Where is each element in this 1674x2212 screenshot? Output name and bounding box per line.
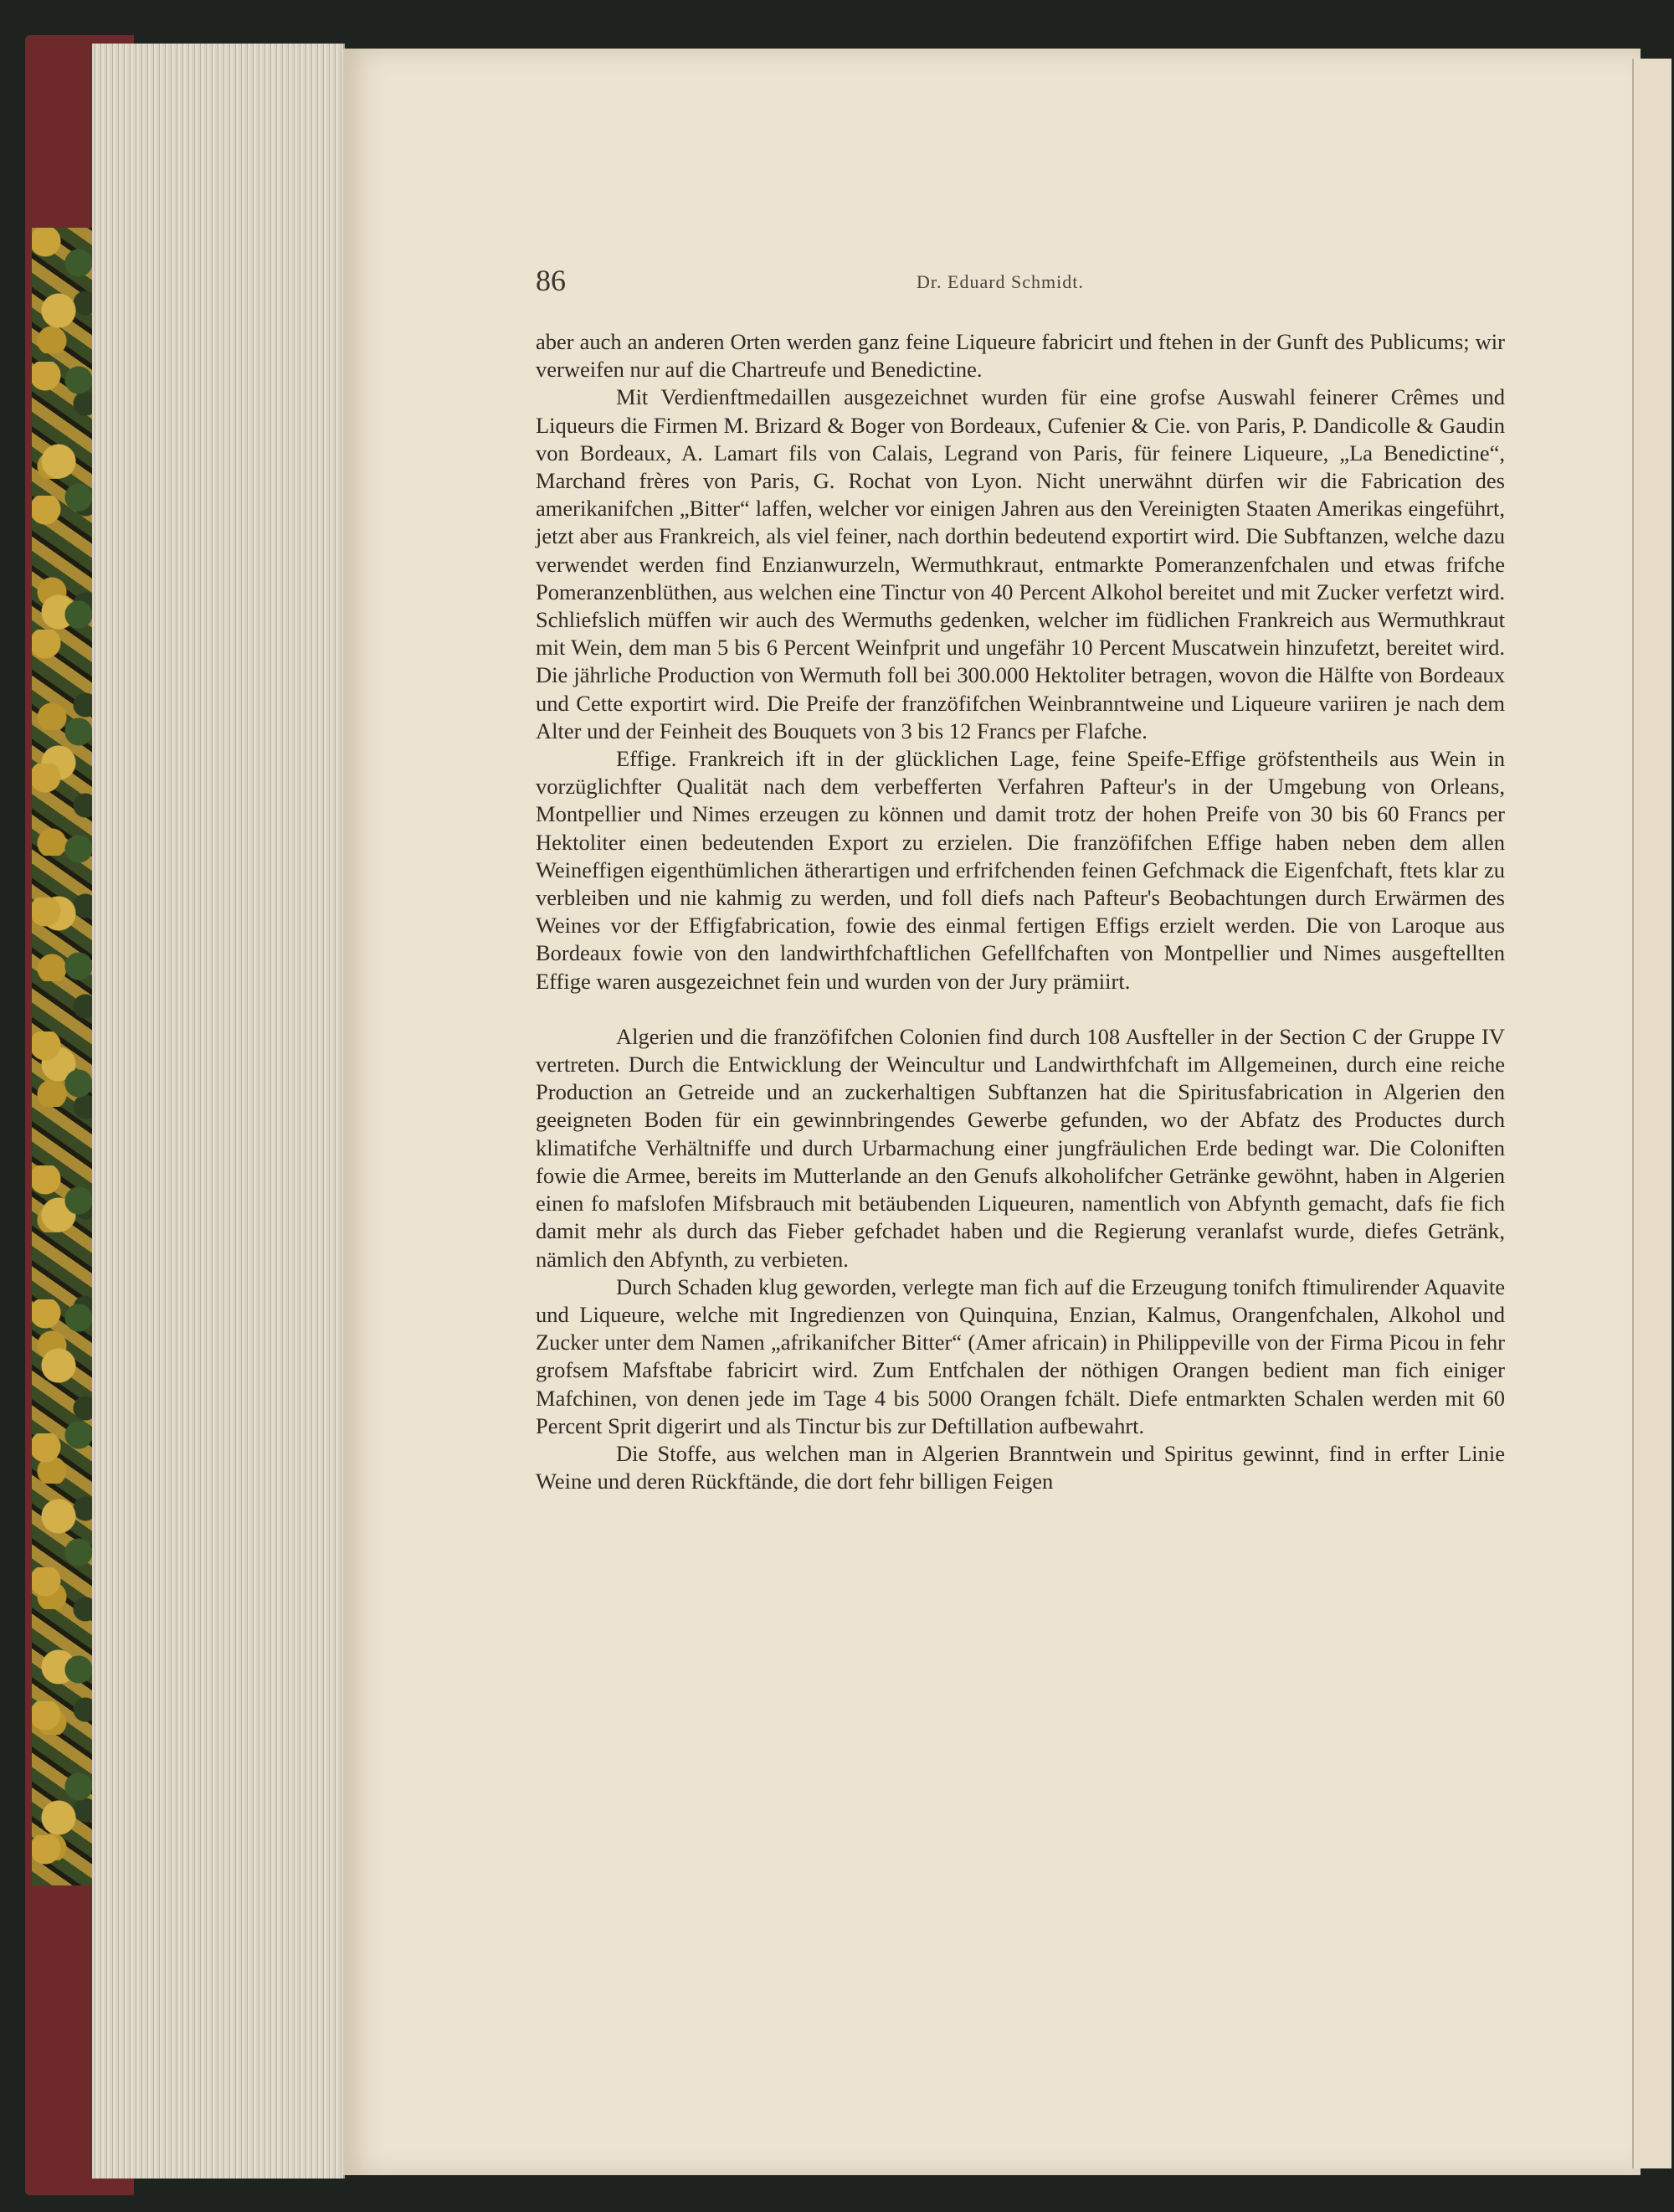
- body-text: [536, 328, 1505, 1495]
- facing-page-edge: [1632, 59, 1671, 2168]
- marbled-edge: [32, 228, 99, 1885]
- paragraph: Algerien und die franzöfifchen Colonien find durch 108 Ausfteller in der Section C der Gruppe IV vertreten. Durch die Entwicklung der Weincultur und Landwirthfchaft im Allgemeinen, durch eine reiche Production an Getreide und an zuckerhaltigen Subftanzen hat die Spiritusfabrication in Algerien den geeigneten Boden für ein gewinnbringendes Gewerbe gefunden, wo der Abfatz des Productes durch klimatifche Verhältniffe und durch Urbarmachung einer jungfräulichen Erde bedingt war. Die Coloniften fowie die Armee, bereits im Mutterlande an den Genufs alkoholifcher Getränke gewöhnt, haben in Algerien einen fo mafslofen Mifsbrauch mit betäubenden Liqueuren, namentlich von Abfynth gemacht, dafs fie fich damit mehr als durch das Fieber gefchadet haben und die Regierung veranlafst wurde, diefes Getränk, nämlich den Abfynth, zu verbieten.: [536, 1023, 1505, 1272]
- page-stack: [92, 44, 345, 2179]
- paragraph: Durch Schaden klug geworden, verlegte man fich auf die Erzeugung tonifch ftimulirender Aquavite und Liqueure, welche mit Ingredienzen von Quinquina, Enzian, Kalmus, Orangenfchalen, Alkohol und Zucker unter dem Namen „afrikanifcher Bitter“ (Amer africain) in Philippeville von der Firma Picou in fehr grofsem Mafsftabe fabricirt wird. Zum Entfchalen der nöthigen Orangen bedient man fich einiger Mafchinen, von denen jede im Tage 4 bis 5000 Orangen fchält. Diefe entmarkten Schalen werden mit 60 Percent Sprit digerirt und als Tinctur bis zur Deftillation aufbewahrt.: [536, 1273, 1505, 1438]
- paragraph: Mit Verdienftmedaillen ausgezeichnet wurden für eine grofse Auswahl feinerer Crêmes und Liqueurs die Firmen M. Brizard & Boger von Bordeaux, Cufenier & Cie. von Paris, P. Dandicolle & Gaudin von Bordeaux, A. Lamart fils von Calais, Legrand von Paris, für feinere Liqueure, „La Benedictine“, Marchand frères von Paris, G. Rochat von Lyon. Nicht unerwähnt dürfen wir die Fabrication des amerikanifchen „Bitter“ laffen, welcher vor einigen Jahren aus den Vereinigten Staaten Amerikas eingeführt, jetzt aber aus Frankreich, als viel feiner, nach dorthin bedeutend exportirt wird. Die Subftanzen, welche dazu verwendet werden find Enzianwurzeln, Wermuthkraut, entmarkte Pomeranzenfchalen und etwas frifche Pomeranzenblüthen, aus welchen eine Tinctur von 40 Percent Alkohol bereitet und mit Zucker verfetzt wird. Schliefslich müffen wir auch des Wermuths gedenken, welcher im füdlichen Frankreich aus Wermuthkraut mit Wein, dem man 5 bis 6 Percent Weinfprit und ungefähr 10 Percent Muscatwein hinzufetzt, bereitet wird. Die jährliche Production von Wermuth foll bei 300.000 Hektoliter betragen, wovon die Hälfte von Bordeaux und Cette exportirt wird. Die Preife der franzöfifchen Weinbranntweine und Liqueure variiren je nach dem Alter und der Feinheit des Bouquets von 3 bis 12 Francs per Flafche.: [536, 384, 1505, 743]
- page-header: [536, 263, 1473, 305]
- paragraph: aber auch an anderen Orten werden ganz feine Liqueure fabricirt und ftehen in der Gunft des Publicums; wir verweifen nur auf die Chartreufe und Benedictine.: [536, 329, 1505, 383]
- paragraph: Effige. Frankreich ift in der glücklichen Lage, feine Speife-Effige gröfstentheils aus Wein in vorzüglichfter Qualität nach dem verbefferten Verfahren Pafteur's in der Umgebung von Orleans, Montpellier und Nimes erzeugen zu können und damit trotz der hohen Preife von 30 bis 60 Francs per Hektoliter einen bedeutenden Export zu erzielen. Die franzöfifchen Effige haben neben dem allen Weineffigen eigenthümlichen ätherartigen und erfrifchenden feinen Gefchmack die Eigenfchaft, ftets klar zu verbleiben und nie kahmig zu werden, und foll diefs nach Pafteur's Beobachtungen durch Erwärmen des Weines vor der Effigfabrication, fowie des einmal fertigen Effigs erzielt werden. Die von Laroque aus Bordeaux fowie von den landwirthfchaftlichen Gefellfchaften von Montpellier und Nimes ausgeftellten Effige waren ausgezeichnet fein und wurden von der Jury prämiirt.: [536, 746, 1505, 994]
- page-number: 86: [536, 264, 566, 297]
- running-head: Dr. Eduard Schmidt.: [917, 271, 1084, 292]
- paragraph: Die Stoffe, aus welchen man in Algerien Branntwein und Spiritus gewinnt, find in erfter Linie Weine und deren Rückftände, die dort fehr billigen Feigen: [536, 1440, 1505, 1494]
